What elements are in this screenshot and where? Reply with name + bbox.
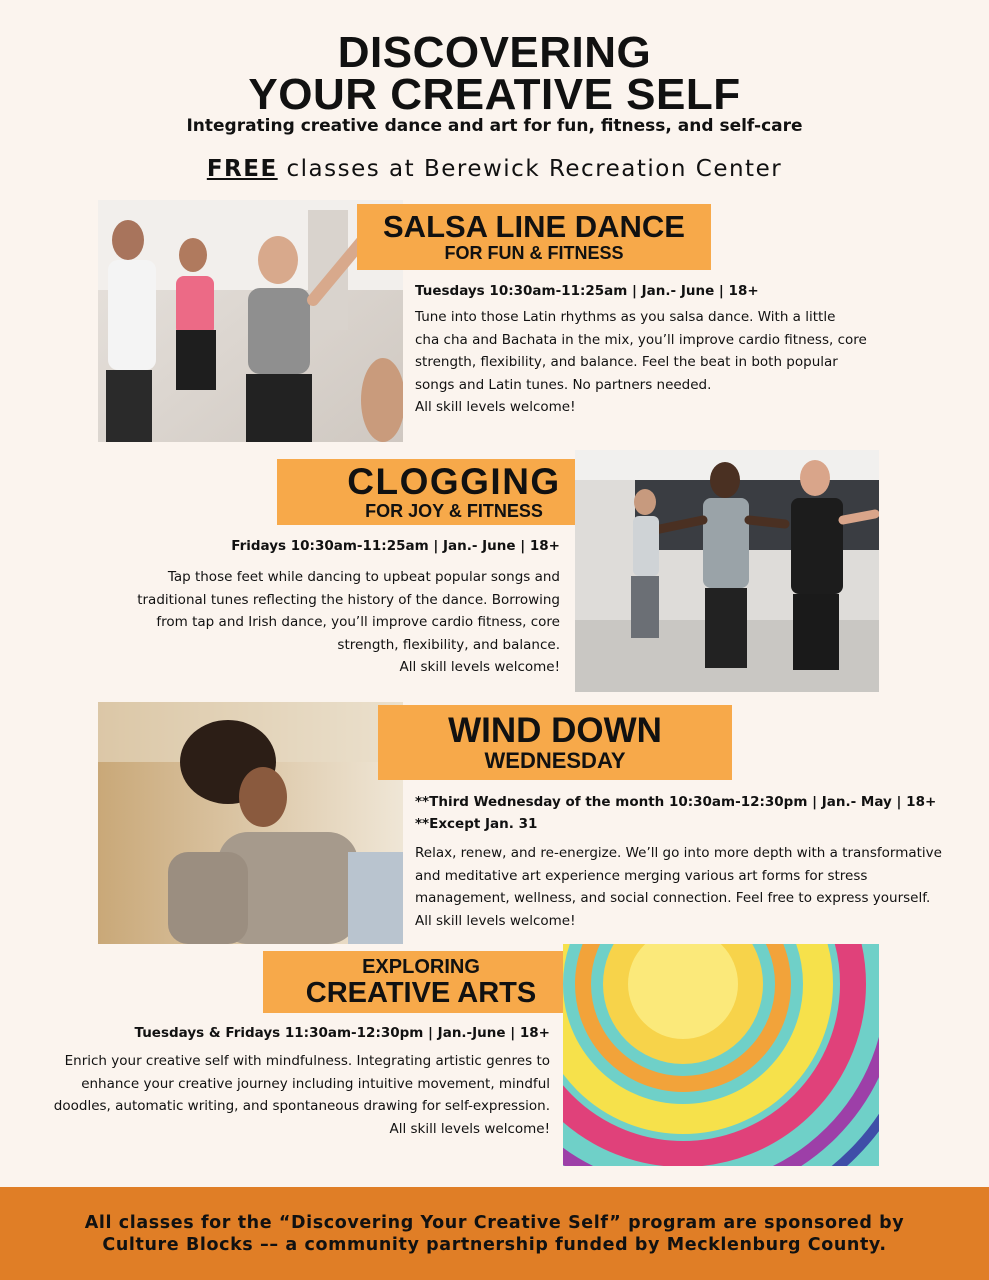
clogging-photo xyxy=(575,450,879,692)
clogging-schedule: Fridays 10:30am-11:25am | Jan.- June | 18+ xyxy=(231,538,560,554)
wind-down-title-box xyxy=(378,705,732,780)
creative-arts-desc-line: enhance your creative journey including intuitive movement, mindful xyxy=(81,1075,550,1092)
wind-down-schedule-note: **Except Jan. 31 xyxy=(415,816,538,832)
wind-down-description xyxy=(415,842,975,932)
footer-line2: Culture Blocks –– a community partnership funded by Mecklenburg County. xyxy=(102,1234,887,1255)
sponsor-footer xyxy=(0,1187,989,1280)
free-classes-line xyxy=(0,156,989,182)
salsa-welcome: All skill levels welcome! xyxy=(415,399,576,415)
wind-down-desc-line: and meditative art experience merging various art forms for stress xyxy=(415,867,868,884)
salsa-description xyxy=(415,306,885,419)
clogging-desc-line: strength, flexibility, and balance. xyxy=(337,636,560,653)
wind-down-title: WIND DOWN xyxy=(448,710,662,750)
salsa-subtitle: FOR FUN & FITNESS xyxy=(444,243,624,263)
wind-down-desc-line: Relax, renew, and re-energize. We’ll go into more depth with a transformative xyxy=(415,845,942,861)
creative-arts-title: EXPLORING xyxy=(362,956,480,978)
creative-arts-desc-line: Enrich your creative self with mindfulness. Integrating artistic genres to xyxy=(64,1053,550,1069)
clogging-title: CLOGGING xyxy=(347,461,561,502)
clogging-desc-line: from tap and Irish dance, you’ll improve cardio fitness, core xyxy=(156,614,560,630)
salsa-desc-line: cha cha and Bachata in the mix, you’ll improve cardio fitness, core xyxy=(415,331,867,348)
wind-down-photo xyxy=(98,702,403,944)
page-title-line2: YOUR CREATIVE SELF xyxy=(248,70,741,119)
wind-down-welcome: All skill levels welcome! xyxy=(415,912,576,929)
salsa-title: SALSA LINE DANCE xyxy=(383,209,685,244)
clogging-desc-line: Tap those feet while dancing to upbeat popular songs and xyxy=(167,569,560,585)
page-title-line1: DISCOVERING xyxy=(337,28,652,77)
creative-arts-welcome: All skill levels welcome! xyxy=(389,1120,550,1137)
salsa-schedule: Tuesdays 10:30am-11:25am | Jan.- June | 18+ xyxy=(415,283,759,299)
page-subtitle: Integrating creative dance and art for fun, fitness, and self-care xyxy=(186,116,803,136)
creative-arts-desc-line: doodles, automatic writing, and spontaneous drawing for self-expression. xyxy=(53,1098,550,1114)
creative-arts-photo xyxy=(563,944,879,1166)
clogging-description xyxy=(80,566,560,679)
creative-arts-title-box xyxy=(263,951,579,1013)
clogging-subtitle: FOR JOY & FITNESS xyxy=(365,501,543,521)
creative-arts-description xyxy=(20,1050,550,1140)
wind-down-schedule-block xyxy=(415,791,975,835)
clogging-desc-line: traditional tunes reflecting the history of the dance. Borrowing xyxy=(137,591,560,608)
wind-down-schedule: **Third Wednesday of the month 10:30am-12:30pm | Jan.- May | 18+ xyxy=(415,794,937,810)
free-word: FREE xyxy=(206,156,278,182)
salsa-title-box xyxy=(357,204,711,270)
wind-down-subtitle: WEDNESDAY xyxy=(484,747,626,773)
wind-down-desc-line: management, wellness, and social connection. Feel free to express yourself. xyxy=(415,890,931,906)
salsa-desc-line: Tune into those Latin rhythms as you salsa dance. With a little xyxy=(415,309,836,325)
free-rest: classes at Berewick Recreation Center xyxy=(277,156,783,182)
salsa-desc-line: strength, flexibility, and balance. Feel the beat in both popular xyxy=(415,354,838,370)
salsa-desc-line: songs and Latin tunes. No partners needed. xyxy=(415,376,712,393)
creative-arts-schedule: Tuesdays & Fridays 11:30am-12:30pm | Jan.-June | 18+ xyxy=(134,1025,550,1041)
clogging-welcome: All skill levels welcome! xyxy=(399,659,560,675)
creative-arts-subtitle: CREATIVE ARTS xyxy=(305,977,537,1009)
footer-line1: All classes for the “Discovering Your Creative Self” program are sponsored by xyxy=(84,1212,905,1233)
